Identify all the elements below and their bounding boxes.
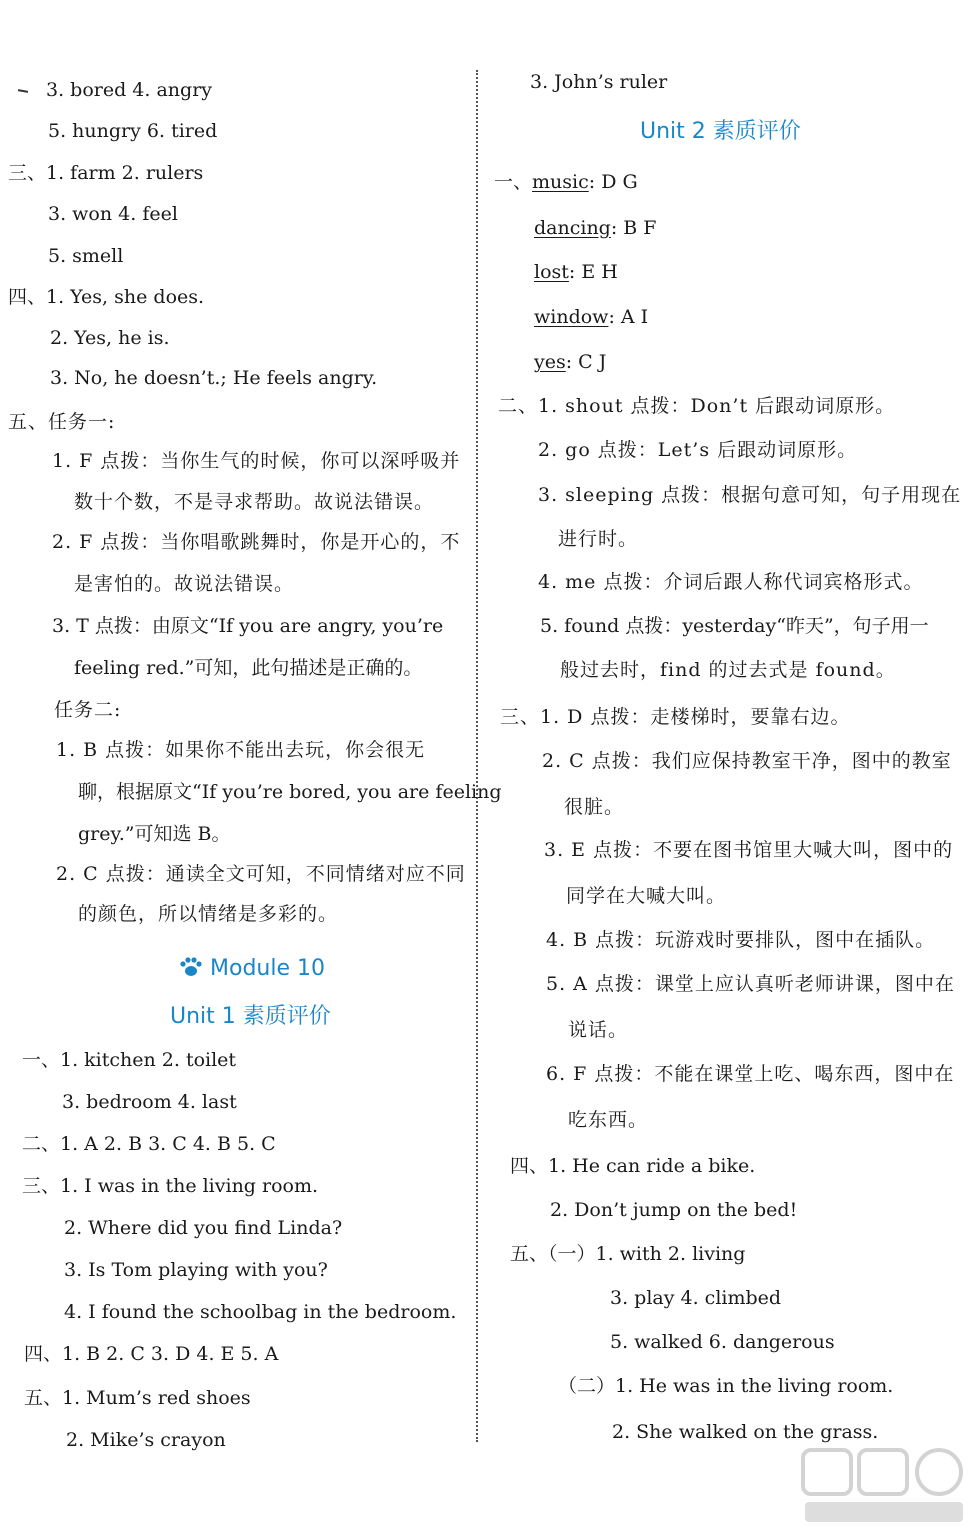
answer-line: 一、music: D G xyxy=(494,171,638,193)
answer-line: 3. No, he doesn’t.; He feels angry. xyxy=(50,367,378,389)
answer-line: 三、1. D 点拨：走楼梯时，要靠右边。 xyxy=(500,706,851,728)
answer-line: 一、1. kitchen 2. toilet xyxy=(22,1049,237,1071)
answer-line: dancing: B F xyxy=(534,217,657,239)
paw-icon xyxy=(178,956,204,978)
answer-line: 2. Mike’s crayon xyxy=(66,1429,226,1451)
answer-line: 5. smell xyxy=(48,245,124,267)
answer-line: 三、1. I was in the living room. xyxy=(22,1175,319,1197)
answer-line: 进行时。 xyxy=(558,528,639,550)
keyword-underlined: dancing xyxy=(534,217,611,239)
answer-line: feeling red.”可知，此句描述是正确的。 xyxy=(74,657,423,679)
unit1-heading: Unit 1 素质评价 xyxy=(170,1004,331,1029)
answer-line: 4. I found the schoolbag in the bedroom. xyxy=(64,1301,457,1323)
answer-line: 说话。 xyxy=(568,1019,629,1041)
answer-line: 5. found 点拨：yesterday“昨天”，句子用一 xyxy=(540,615,929,637)
answer-line: 4. me 点拨：介词后跟人称代词宾格形式。 xyxy=(538,571,924,593)
answer-line: 3. E 点拨：不要在图书馆里大喊大叫，图中的 xyxy=(544,839,954,861)
keyword-underlined: yes xyxy=(534,351,566,373)
answer-line: 3. John’s ruler xyxy=(530,71,668,93)
answer-line: window: A I xyxy=(534,306,649,328)
answer-line: 3. play 4. climbed xyxy=(610,1287,782,1309)
answer-line: 四、1. Yes, she does. xyxy=(8,286,205,308)
unit2-heading: Unit 2 素质评价 xyxy=(640,119,801,144)
stray-mark xyxy=(18,89,28,93)
module-heading xyxy=(178,955,325,983)
answer-line: 五、任务一: xyxy=(8,411,116,433)
answer-line: yes: C J xyxy=(534,351,607,373)
answer-line: （二）1. He was in the living room. xyxy=(558,1375,894,1397)
answer-line: 3. bored 4. angry xyxy=(46,79,213,101)
answer-line: 五、（一）1. with 2. living xyxy=(510,1243,746,1265)
answer-line: 三、1. farm 2. rulers xyxy=(8,162,204,184)
keyword-underlined: window xyxy=(534,306,609,328)
answer-line: 6. F 点拨：不能在课堂上吃、喝东西，图中在 xyxy=(546,1063,955,1085)
answer-line: 2. Don’t jump on the bed! xyxy=(550,1199,798,1221)
answer-line: 五、1. Mum’s red shoes xyxy=(24,1387,251,1409)
answer-line: 5. hungry 6. tired xyxy=(48,120,218,142)
answer-line: 般过去时，find 的过去式是 found。 xyxy=(560,659,896,681)
answer-line: 四、1. He can ride a bike. xyxy=(510,1155,756,1177)
answer-line: 很脏。 xyxy=(564,796,625,818)
answer-line: 2. She walked on the grass. xyxy=(612,1421,879,1443)
watermark-logo xyxy=(799,1446,969,1526)
column-divider xyxy=(476,70,478,1442)
answer-line: 3. Is Tom playing with you? xyxy=(64,1259,328,1281)
answer-line: 1. F 点拨：当你生气的时候，你可以深呼吸并 xyxy=(52,450,461,472)
answer-line: 5. A 点拨：课堂上应认真听老师讲课，图中在 xyxy=(546,973,955,995)
answer-line: 吃东西。 xyxy=(568,1109,649,1131)
answer-line: 的颜色，所以情绪是多彩的。 xyxy=(78,903,339,925)
answer-line: 3. sleeping 点拨：根据句意可知，句子用现在 xyxy=(538,484,962,506)
answer-line: 2. Yes, he is. xyxy=(50,327,170,349)
answer-line: 聊，根据原文“If you’re bored, you are feeling xyxy=(78,781,502,803)
answer-line: grey.”可知选 B。 xyxy=(78,823,231,845)
answer-line: 四、1. B 2. C 3. D 4. E 5. A xyxy=(24,1343,279,1365)
answer-line: 3. won 4. feel xyxy=(48,203,178,225)
answer-line: 4. B 点拨：玩游戏时要排队，图中在插队。 xyxy=(546,929,936,951)
answer-line: 同学在大喊大叫。 xyxy=(566,885,727,907)
answer-line: 2. C 点拨：我们应保持教室干净，图中的教室 xyxy=(542,750,952,772)
answer-line: lost: E H xyxy=(534,261,618,283)
answer-line: 3. bedroom 4. last xyxy=(62,1091,237,1113)
answer-line: 3. T 点拨：由原文“If you are angry, you’re xyxy=(52,615,444,637)
answer-line: 2. Where did you find Linda? xyxy=(64,1217,343,1239)
answer-line: 5. walked 6. dangerous xyxy=(610,1331,835,1353)
answer-line: 任务二: xyxy=(54,699,122,721)
answer-line: 二、1. shout 点拨：Don’t 后跟动词原形。 xyxy=(498,395,896,417)
answer-line: 是害怕的。故说法错误。 xyxy=(74,573,295,595)
keyword-underlined: lost xyxy=(534,261,569,283)
keyword-underlined: music xyxy=(532,171,589,193)
module-title: Module 10 xyxy=(210,956,325,981)
answer-line: 1. B 点拨：如果你不能出去玩，你会很无 xyxy=(56,739,426,761)
answer-line: 二、1. A 2. B 3. C 4. B 5. C xyxy=(22,1133,276,1155)
answer-line: 数十个数，不是寻求帮助。故说法错误。 xyxy=(74,491,435,513)
answer-line: 2. F 点拨：当你唱歌跳舞时，你是开心的，不 xyxy=(52,531,461,553)
answer-line: 2. C 点拨：通读全文可知，不同情绪对应不同 xyxy=(56,863,466,885)
answer-line: 2. go 点拨：Let’s 后跟动词原形。 xyxy=(538,439,858,461)
